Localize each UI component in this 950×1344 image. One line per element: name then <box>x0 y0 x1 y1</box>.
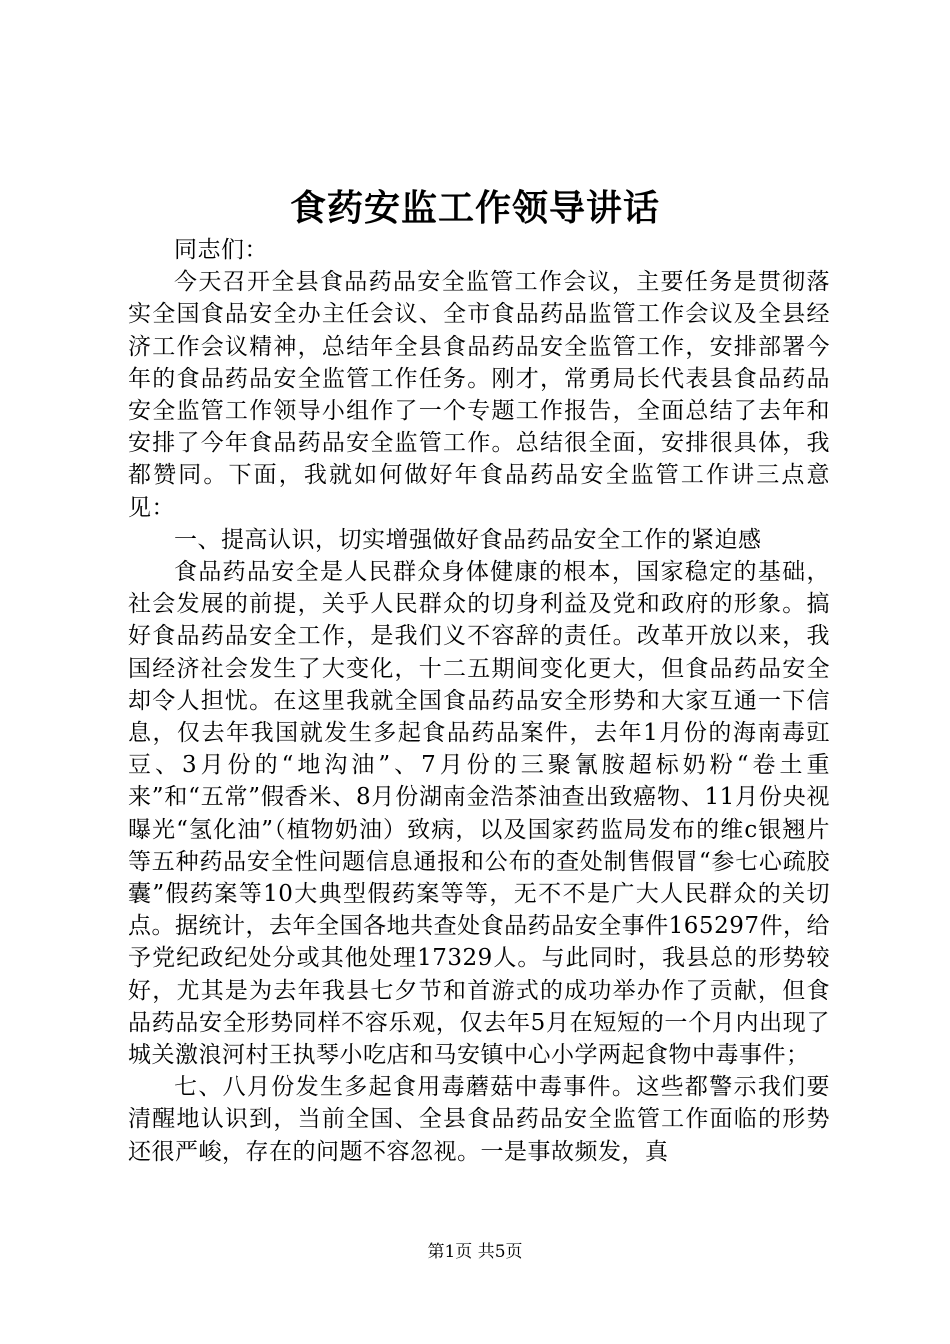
salutation-paragraph: 同志们： <box>174 237 268 263</box>
page-number-footer: 第1页 共5页 <box>427 1242 523 1262</box>
section-heading: 一、提高认识，切实增强做好食品药品安全工作的紧迫感 <box>174 526 762 553</box>
document-title: 食药安监工作领导讲话 <box>289 187 660 229</box>
body-paragraph: 七、八月份发生多起食用毒蘑菇中毒事件。这些都警示我们要清醒地认识到，当前全国、全县食品药品安全监管工作面临的形势还很严峻，存在的问题不容忽视。一是事故频发，真 <box>128 1074 830 1165</box>
body-paragraph: 食品药品安全是人民群众身体健康的根本，国家稳定的基础，社会发展的前提，关乎人民群众的切身利益及党和政府的形象。搞好食品药品安全工作，是我们义不容辞的责任。改革开放以来，我国经济社会发生了大变化，十二五期间变化更大，但食品药品安全却令人担忧。在这里我就全国食品药品安全形势和大家互通一下信息，仅去年我国就发生多起食品药品案件，去年1月份的海南毒豇豆、3月份的“地沟油”、7月份的三聚氰胺超标奶粉“卷土重来”和“五常”假香米、8月份湖南金浩茶油查出致癌物、11月份央视曝光“氢化油”（植物奶油）致病，以及国家药监局发布的维c银翘片等五种药品安全性问题信息通报和公布的查处制售假冒“参七心疏胶囊”假药案等10大典型假药案等等，无不不是广大人民群众的关切点。据统计，去年全国各地共查处食品药品安全事件165297件，给予党纪政纪处分或其他处理17329人。与此同时，我县总的形势较好，尤其是为去年我县七夕节和首游式的成功举办作了贡献，但食品药品安全形势同样不容乐观，仅去年5月在短短的一个月内出现了城关激浪河村王执琴小吃店和马安镇中心小学两起食物中毒事件； <box>128 559 830 1069</box>
body-paragraph: 今天召开全县食品药品安全监管工作会议，主要任务是贯彻落实全国食品安全办主任会议、全市食品药品监管工作会议及全县经济工作会议精神，总结年全县食品药品安全监管工作，安排部署今年的食品药品安全监管工作任务。刚才，常勇局长代表县食品药品安全监管工作领导小组作了一个专题工作报告，全面总结了去年和安排了今年食品药品安全监管工作。总结很全面，安排很具体，我都赞同。下面，我就如何做好年食品药品安全监管工作讲三点意见： <box>128 269 830 521</box>
document-body <box>128 234 830 1168</box>
